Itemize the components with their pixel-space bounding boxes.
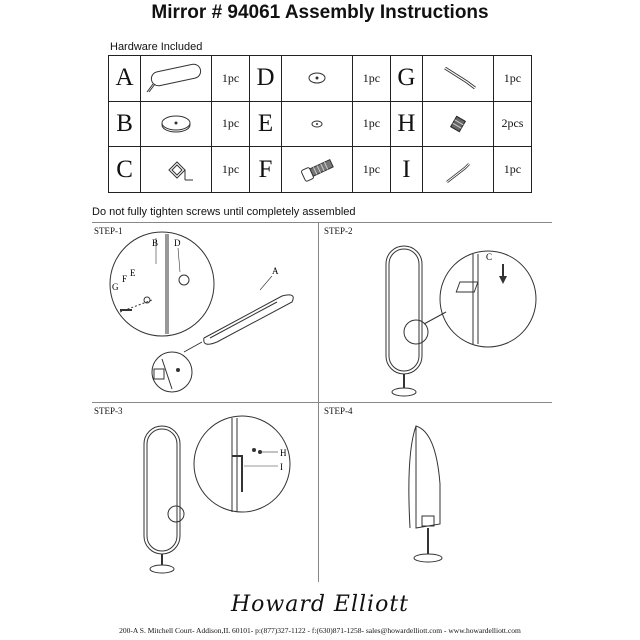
mirror-panel-icon: [141, 56, 212, 102]
part-letter: F: [249, 147, 281, 193]
part-letter: I: [390, 147, 422, 193]
step-3-diagram: [92, 404, 318, 582]
part-letter: E: [249, 101, 281, 147]
step-1-label: STEP-1: [94, 226, 123, 236]
part-qty: 2pcs: [493, 101, 531, 147]
part-qty: 1pc: [353, 56, 391, 102]
part-qty: 1pc: [212, 56, 250, 102]
part-qty: 1pc: [493, 56, 531, 102]
base-disc-icon: [141, 101, 212, 147]
step-2-label: STEP-2: [324, 226, 353, 236]
brand-logo: Howard Elliott: [230, 592, 410, 617]
part-qty: 1pc: [493, 147, 531, 193]
step-2-diagram: [318, 224, 552, 402]
allen-key-large-icon: [422, 56, 493, 102]
step-3-label: STEP-3: [94, 406, 123, 416]
callout-f: F: [122, 274, 128, 284]
set-screw-icon: [422, 101, 493, 147]
part-qty: 1pc: [212, 147, 250, 193]
callout-a: A: [272, 266, 279, 276]
table-row: [109, 147, 532, 193]
assembly-note: Do not fully tighten screws until completely assembled: [92, 206, 356, 218]
bracket-icon: [141, 147, 212, 193]
part-letter: B: [109, 101, 141, 147]
callout-b: B: [152, 238, 159, 248]
callout-e: E: [130, 268, 136, 278]
table-row: [109, 56, 532, 102]
callout-d: D: [174, 238, 181, 248]
part-qty: 1pc: [353, 147, 391, 193]
part-letter: C: [109, 147, 141, 193]
part-letter: D: [249, 56, 281, 102]
part-letter: H: [390, 101, 422, 147]
callout-h: H: [280, 448, 287, 458]
footer-contact: 200-A S. Mitchell Court- Addison,IL 60101- p:(877)327-1122 - f:(630)871-1258- sales@howardelliott.com - www.howardelliott.com: [119, 626, 521, 635]
callout-i: I: [280, 462, 283, 472]
hardware-table: [108, 55, 532, 193]
part-letter: A: [109, 56, 141, 102]
divider: [92, 222, 552, 223]
small-washer-icon: [282, 101, 353, 147]
washer-icon: [282, 56, 353, 102]
callout-g: G: [112, 282, 119, 292]
step-4-label: STEP-4: [324, 406, 353, 416]
part-qty: 1pc: [212, 101, 250, 147]
part-qty: 1pc: [353, 101, 391, 147]
hardware-label: Hardware Included: [110, 41, 203, 53]
table-row: [109, 101, 532, 147]
part-letter: G: [390, 56, 422, 102]
callout-c: C: [486, 252, 493, 262]
step-1-diagram: [92, 224, 318, 402]
allen-key-small-icon: [422, 147, 493, 193]
step-4-diagram: [318, 404, 552, 582]
divider: [92, 402, 552, 403]
bolt-icon: [282, 147, 353, 193]
page-title: Mirror # 94061 Assembly Instructions: [151, 2, 489, 23]
